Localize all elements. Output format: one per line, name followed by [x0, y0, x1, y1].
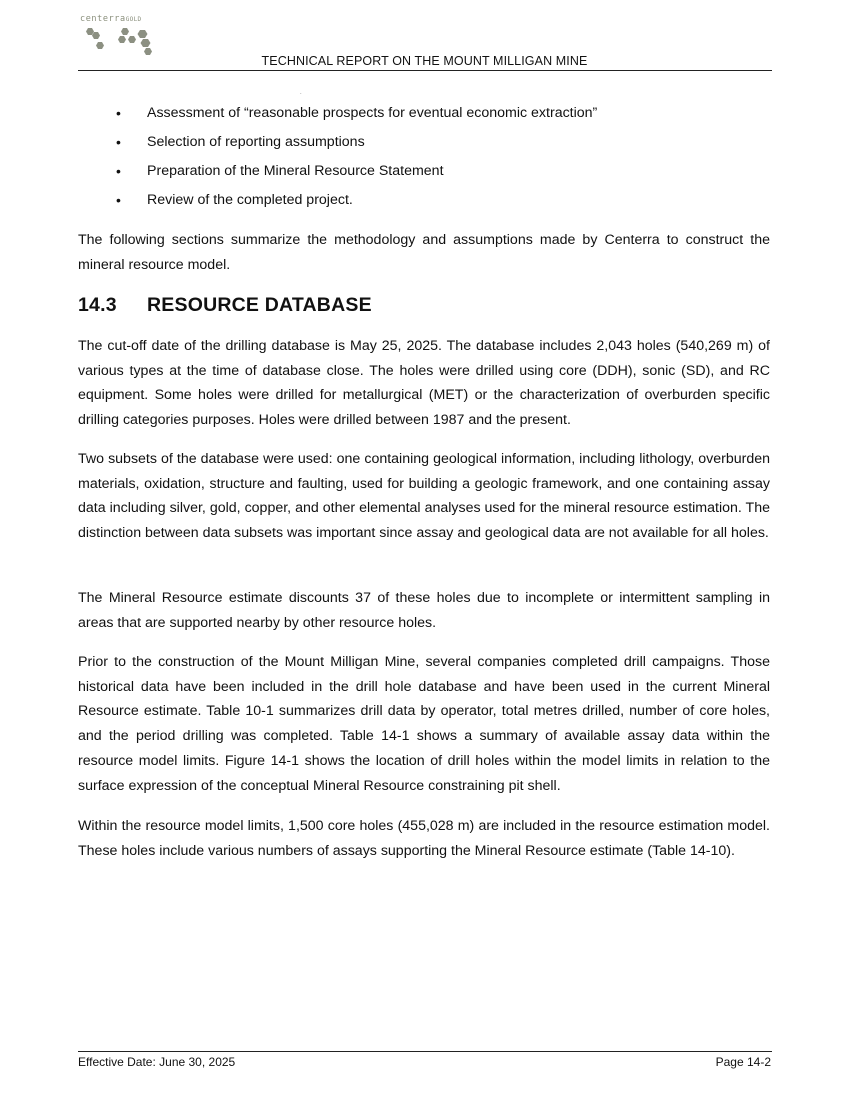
bullet-icon: •	[116, 105, 121, 121]
section-title: RESOURCE DATABASE	[147, 294, 372, 316]
section-number: 14.3	[78, 294, 117, 316]
list-item: • Selection of reporting assumptions	[78, 130, 772, 159]
paragraph-discounted-holes: The Mineral Resource estimate discounts 37 of these holes due to incomplete or intermittent sampling in areas that are supported nearby by other resource holes.	[78, 590, 770, 631]
list-item: • Review of the completed project.	[78, 188, 772, 217]
intro-paragraph: The following sections summarize the methodology and assumptions made by Centerra to construct the mineral resource model.	[78, 232, 770, 273]
page-number: Page 14-2	[715, 1055, 771, 1069]
report-title: TECHNICAL REPORT ON THE MOUNT MILLIGAN MINE	[261, 54, 588, 68]
bullet-list	[78, 101, 772, 217]
bullet-icon: •	[116, 163, 121, 179]
logo-wordmark: centerraGOLD	[80, 14, 142, 24]
bullet-icon: •	[116, 192, 121, 208]
paragraph-historical-data: Prior to the construction of the Mount Milligan Mine, several companies completed drill campaigns. Those historical data have been included in the drill hole database and have been used in the current Mineral Resource estimate. Table 10-1 summarizes drill data by operator, total metres drilled, number of core holes, and the period drilling was completed. Table 14-1 shows a summary of available assay data within the resource model limits. Figure 14-1 shows the location of drill holes within the model limits in relation to the surface expression of the conceptual Mineral Resource constraining pit shell.	[78, 654, 770, 794]
paragraph-model-limits: Within the resource model limits, 1,500 core holes (455,028 m) are included in the resource estimation model. These holes include various numbers of assays supporting the Mineral Resource estimate (Table 14-10).	[78, 818, 770, 859]
paragraph-database-cutoff: The cut-off date of the drilling database is May 25, 2025. The database includes 2,043 holes (540,269 m) of various types at the time of database close. The holes were drilled using core (DDH), sonic (SD), and RC equipment. Some holes were drilled for metallurgical (MET) or the characterization of overburden specific drilling categories purposes. Holes were drilled between 1987 and the present.	[78, 338, 770, 429]
effective-date: Effective Date: June 30, 2025	[78, 1055, 236, 1069]
footer-divider	[78, 1051, 772, 1052]
stray-dot: .	[300, 90, 302, 96]
paragraph-database-subsets: Two subsets of the database were used: one containing geological information, including lithology, overburden materials, oxidation, structure and faulting, used for building a geologic framework, and one containing assay data including silver, gold, copper, and other elemental analyses used for the mineral resource estimation. The distinction between data subsets was important since assay and geological data are not available for all holes.	[78, 451, 770, 542]
header-divider	[78, 70, 772, 71]
list-item: • Assessment of “reasonable prospects for eventual economic extraction”	[78, 101, 772, 130]
bullet-icon: •	[116, 134, 121, 150]
list-item: • Preparation of the Mineral Resource Statement	[78, 159, 772, 188]
section-heading	[78, 294, 372, 317]
